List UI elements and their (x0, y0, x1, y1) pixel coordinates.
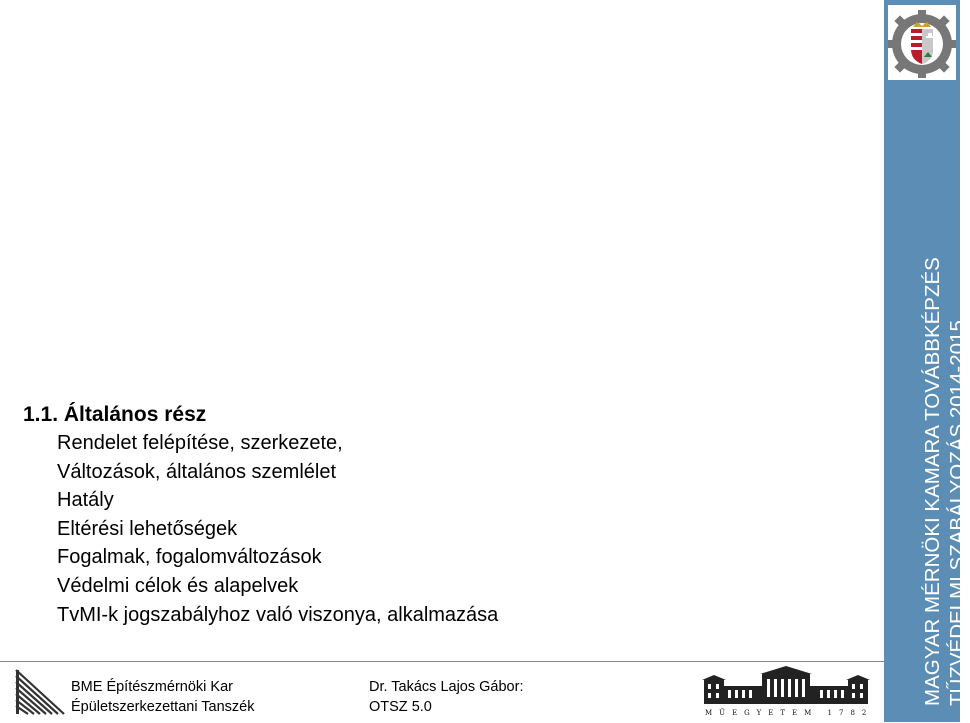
topic-item: Változások, általános szemlélet (57, 460, 337, 483)
slide-content (23, 401, 498, 629)
mmk-crest-logo (888, 5, 956, 80)
side-banner-line2: TŰZVÉDELMI SZABÁLYOZÁS 2014-2015. (946, 314, 969, 706)
section-heading: 1.1. Általános rész (23, 403, 207, 426)
footer-presentation-title: OTSZ 5.0 (369, 699, 432, 715)
footer-department: Épületszerkezettani Tanszék (71, 699, 255, 715)
topic-item: Eltérési lehetőségek (57, 517, 238, 540)
topic-item: TvMI-k jogszabályhoz való viszonya, alkalmazása (57, 603, 499, 626)
topic-list (23, 429, 498, 629)
topic-item: Fogalmak, fogalomváltozások (57, 546, 322, 569)
logo-lettering: MŰEGYETEM 1782 (705, 709, 874, 717)
footer-divider (0, 661, 884, 662)
footer-institution (71, 677, 255, 717)
footer-faculty: BME Építészmérnöki Kar (71, 679, 233, 695)
side-banner-text (920, 257, 970, 706)
topic-item: Hatály (57, 489, 114, 512)
side-banner-line1: MAGYAR MÉRNÖKI KAMARA TOVÁBBKÉPZÉS (921, 257, 944, 706)
topic-item: Rendelet felépítése, szerkezete, (57, 432, 343, 454)
department-stripes-logo (14, 666, 66, 716)
muegyetem-building-logo (702, 666, 874, 718)
footer-author (369, 677, 523, 717)
topic-item: Védelmi célok és alapelvek (57, 574, 299, 597)
footer-author-name: Dr. Takács Lajos Gábor: (369, 679, 524, 695)
